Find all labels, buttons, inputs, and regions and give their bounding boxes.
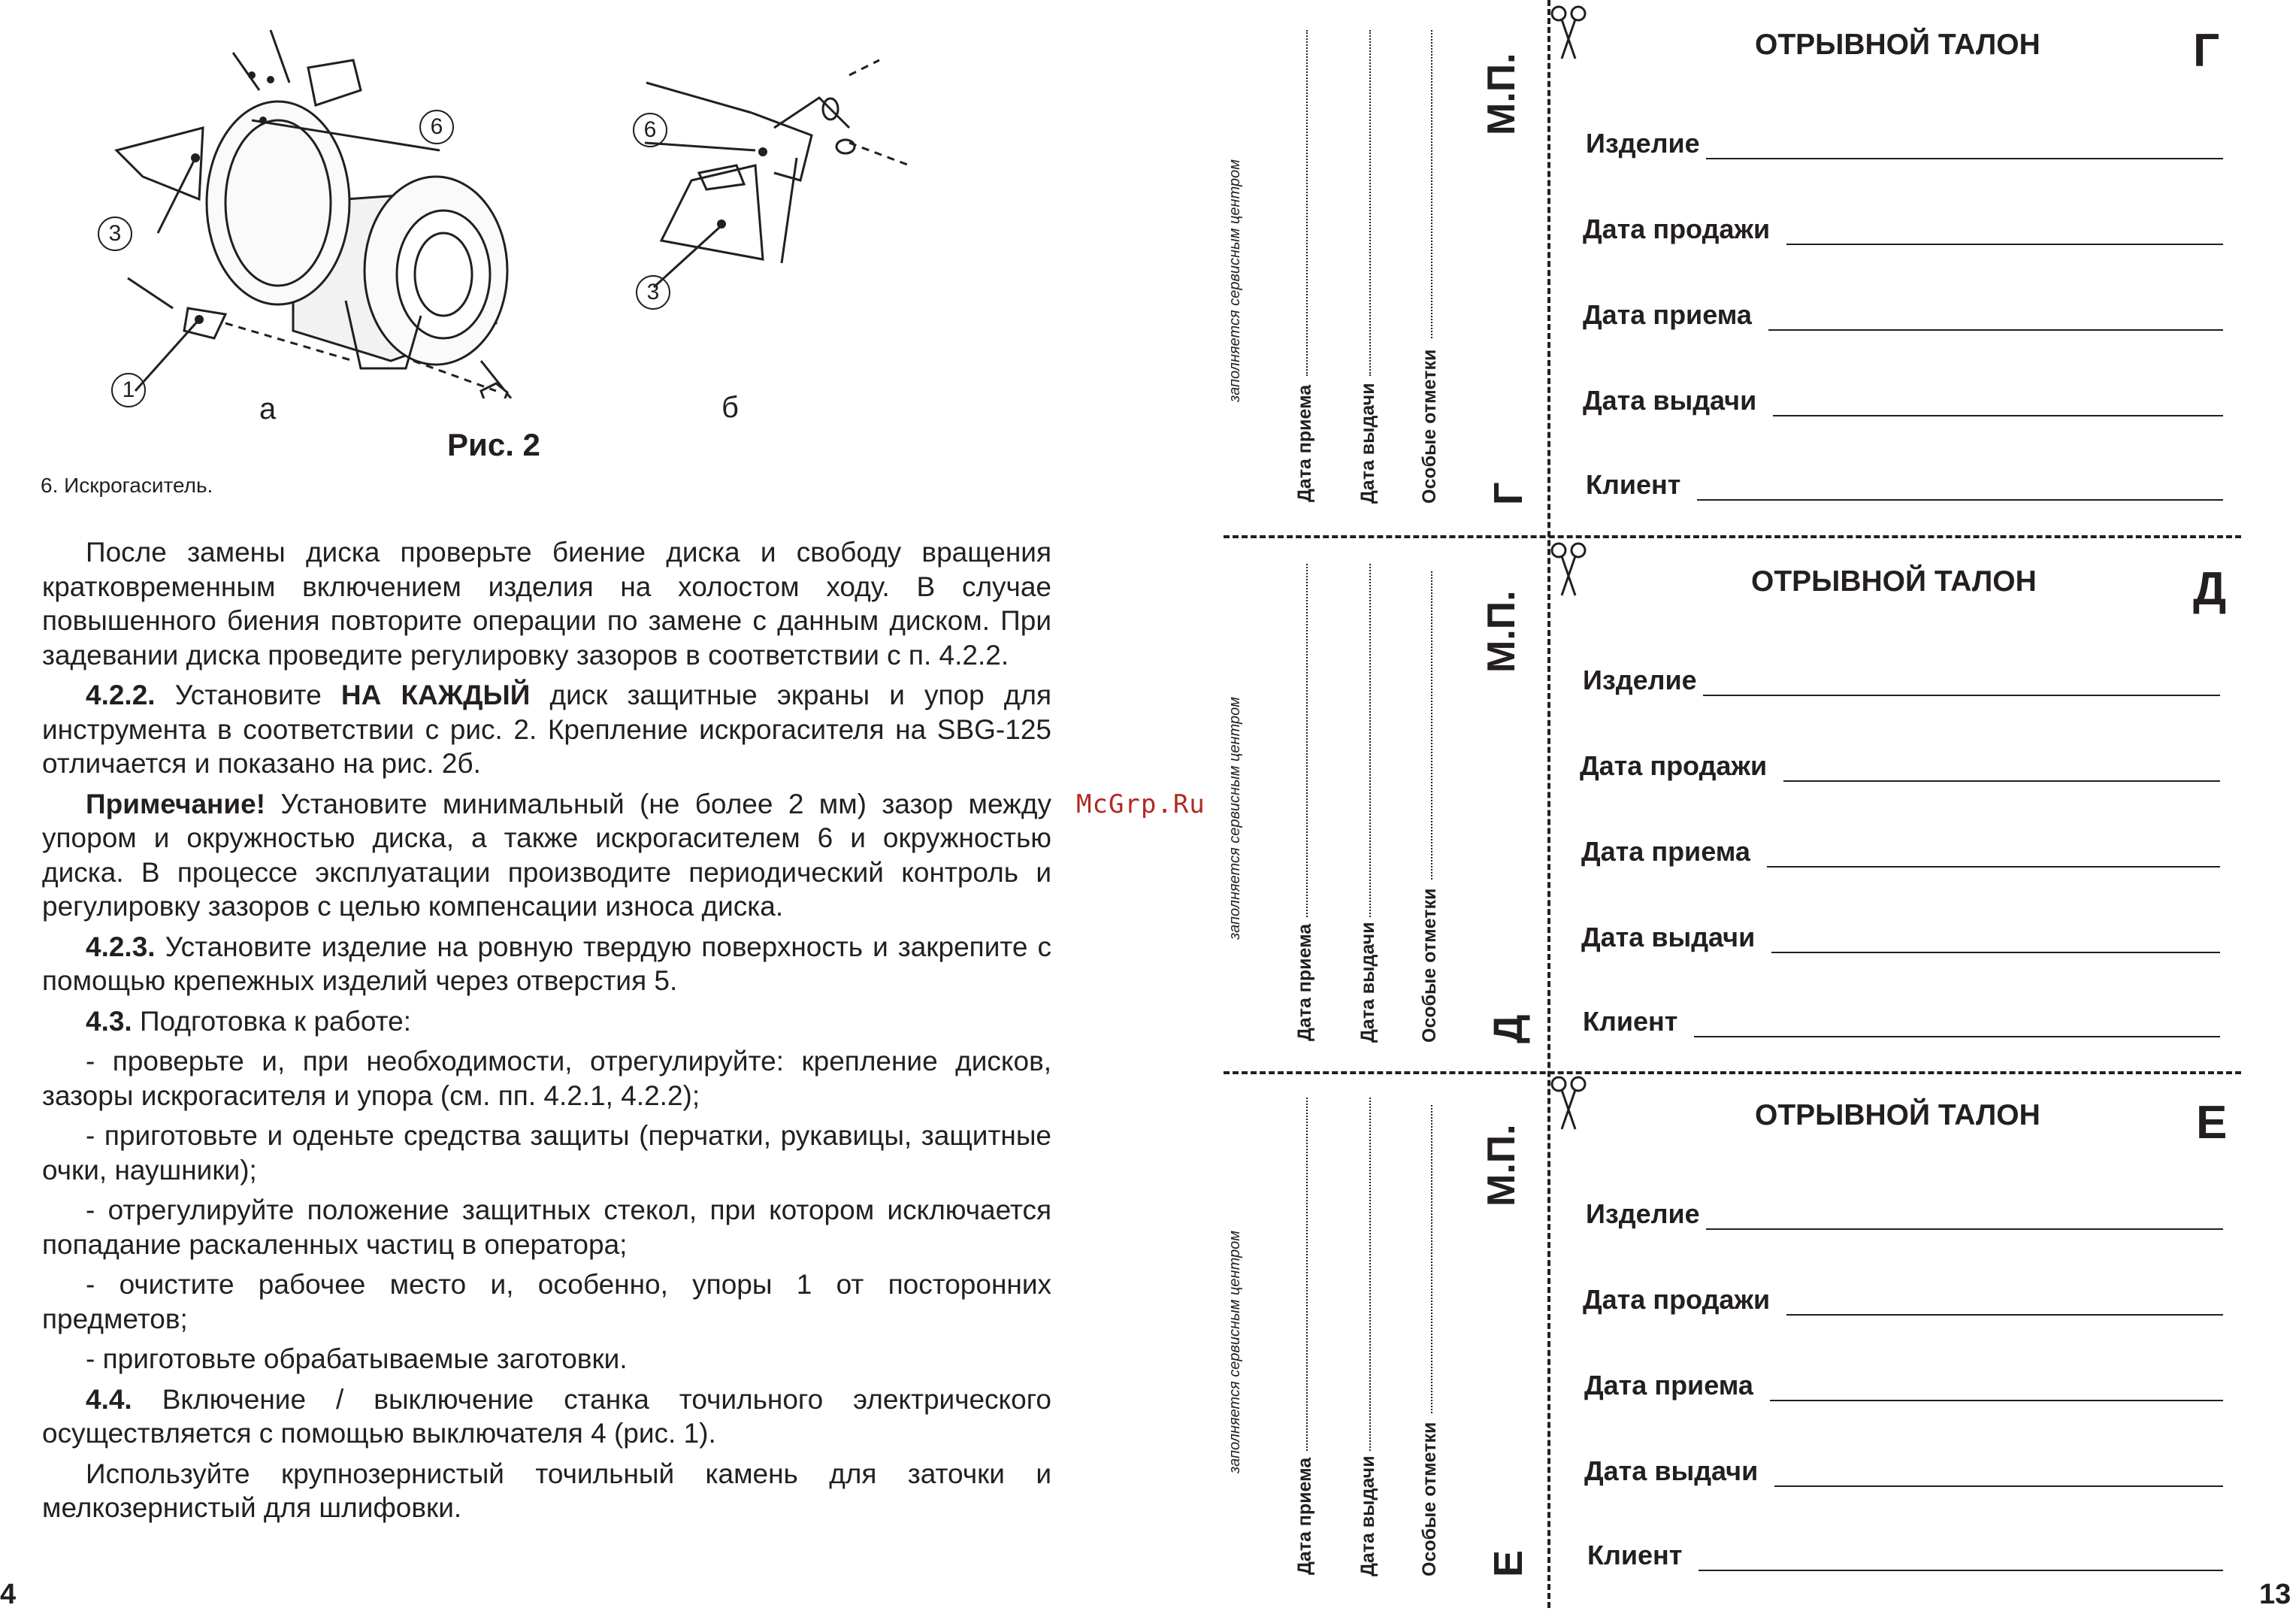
side-label-date-issued: Дата выдачи	[1357, 1455, 1378, 1576]
field-product[interactable]: Изделие	[1586, 1198, 2223, 1230]
callout-1-a: 1	[111, 373, 146, 407]
field-product[interactable]: Изделие	[1586, 128, 2223, 159]
side-note: заполняется сервисным центром	[1227, 697, 1243, 940]
paragraph: 4.2.2. Установите НА КАЖДЫЙ диск защитные экраны и упор для инструмента в соответствии с рис. 2. Крепление искрогасителя на SBG-125 отличается и показано на рис. 2б.	[42, 680, 1052, 779]
callout-6-a: 6	[419, 110, 454, 144]
side-letter: Г	[1486, 482, 1531, 505]
field-sale-date[interactable]: Дата продажи	[1580, 750, 2220, 782]
side-dotted-line	[1431, 571, 1432, 880]
side-dotted-line	[1431, 1105, 1432, 1413]
field-issue-date[interactable]: Дата выдачи	[1581, 922, 2220, 953]
side-letter: Е	[1486, 1549, 1531, 1577]
side-dotted-line	[1369, 30, 1371, 376]
paragraph: - приготовьте обрабатываемые заготовки.	[86, 1343, 628, 1374]
sub-label-b: б	[721, 391, 739, 424]
horizontal-cut-line	[1224, 535, 2241, 538]
side-dotted-line	[1306, 1098, 1308, 1451]
side-label-date-issued: Дата выдачи	[1357, 383, 1378, 504]
horizontal-cut-line	[1224, 1071, 2241, 1074]
field-receive-date[interactable]: Дата приема	[1584, 1370, 2223, 1401]
side-dotted-line	[1369, 564, 1371, 917]
instructions-text	[42, 535, 1051, 1531]
paragraph: - проверьте и, при необходимости, отрегулируйте: крепление дисков, зазоры искрогасителя и упора (см. пп. 4.2.1, 4.2.2);	[42, 1046, 1051, 1111]
field-client[interactable]: Клиент	[1586, 469, 2223, 501]
paragraph: После замены диска проверьте биение диска и свободу вращения кратковременным включением изделия на холостом ходу. В случае повышенного биения повторите операции по замене с данным диском. При задевании диска проведите регулировку зазоров в соответствии с п. 4.2.2.	[42, 537, 1051, 671]
side-label-date-received: Дата приема	[1294, 1457, 1315, 1575]
paragraph: Используйте крупнозернистый точильный камень для заточки и мелкозернистый для шлифовки.	[42, 1458, 1051, 1523]
paragraph: 4.4. Включение / выключение станка точильного электрического осуществляется с помощью выключателя 4 (рис. 1).	[42, 1383, 1051, 1449]
scissors-icon[interactable]	[1547, 3, 1593, 63]
callout-6-b: 6	[633, 113, 667, 147]
side-dotted-line	[1306, 30, 1308, 376]
field-issue-date[interactable]: Дата выдачи	[1584, 1455, 2223, 1487]
field-receive-date[interactable]: Дата приема	[1581, 836, 2220, 868]
coupon-letter: Е	[2196, 1097, 2228, 1149]
paragraph: - очистите рабочее место и, особенно, упоры 1 от посторонних предметов;	[42, 1269, 1051, 1334]
side-dotted-line	[1431, 30, 1432, 338]
page-number-left: 4	[0, 1579, 17, 1610]
watermark: McGrp.Ru	[1076, 789, 1205, 819]
field-product[interactable]: Изделие	[1583, 665, 2220, 696]
side-note: заполняется сервисным центром	[1227, 1231, 1243, 1473]
stamp-placeholder: М.П.	[1480, 590, 1523, 673]
paragraph: 4.3. Подготовка к работе:	[86, 1005, 411, 1037]
figure-2a-drawing	[90, 8, 556, 398]
field-receive-date[interactable]: Дата приема	[1583, 299, 2223, 331]
vertical-cut-line	[1547, 0, 1550, 1608]
side-label-special-notes: Особые отметки	[1419, 1422, 1440, 1576]
side-label-date-received: Дата приема	[1294, 923, 1315, 1041]
figure-2b-drawing	[624, 53, 939, 323]
sub-label-a: а	[259, 392, 277, 425]
side-label-date-issued: Дата выдачи	[1357, 922, 1378, 1043]
coupon-title: ОТРЫВНОЙ ТАЛОН	[1755, 29, 2040, 61]
stamp-placeholder: М.П.	[1480, 1124, 1523, 1207]
callout-3-b: 3	[636, 275, 670, 310]
side-label-special-notes: Особые отметки	[1419, 888, 1440, 1043]
field-sale-date[interactable]: Дата продажи	[1583, 1284, 2223, 1316]
field-sale-date[interactable]: Дата продажи	[1583, 213, 2223, 245]
page-number-right: 13	[2259, 1579, 2291, 1610]
coupon-title: ОТРЫВНОЙ ТАЛОН	[1755, 1099, 2040, 1131]
coupon-letter: Д	[2193, 563, 2227, 615]
coupon-title: ОТРЫВНОЙ ТАЛОН	[1751, 565, 2037, 598]
paragraph: Примечание! Установите минимальный (не более 2 мм) зазор между упором и окружностью диска, а также искрогасителем 6 и окружностью диска. В процессе эксплуатации производите периодический контроль и регулировку зазоров с целью компенсации износа диска.	[42, 788, 1051, 922]
scissors-icon[interactable]	[1547, 1073, 1593, 1134]
field-issue-date[interactable]: Дата выдачи	[1583, 385, 2223, 416]
side-note: заполняется сервисным центром	[1227, 159, 1243, 402]
stamp-placeholder: М.П.	[1480, 53, 1523, 135]
paragraph: - приготовьте и оденьте средства защиты (перчатки, рукавицы, защитные очки, наушники);	[42, 1120, 1051, 1186]
callout-3-a: 3	[98, 217, 132, 251]
figure-caption: Рис. 2	[447, 427, 540, 462]
coupon-letter: Г	[2193, 25, 2220, 77]
side-dotted-line	[1369, 1098, 1371, 1451]
side-letter: Д	[1486, 1014, 1531, 1043]
side-label-special-notes: Особые отметки	[1419, 349, 1440, 504]
scissors-icon[interactable]	[1547, 540, 1593, 600]
side-label-date-received: Дата приема	[1294, 384, 1315, 502]
legend-line: 6. Искрогаситель.	[41, 474, 213, 497]
paragraph: 4.2.3. Установите изделие на ровную твердую поверхность и закрепите с помощью крепежных изделий через отверстия 5.	[42, 931, 1051, 996]
side-dotted-line	[1306, 564, 1308, 917]
field-client[interactable]: Клиент	[1583, 1006, 2220, 1037]
field-client[interactable]: Клиент	[1587, 1540, 2223, 1571]
paragraph: - отрегулируйте положение защитных стекол, при котором исключается попадание раскаленных частиц в оператора;	[42, 1195, 1051, 1260]
